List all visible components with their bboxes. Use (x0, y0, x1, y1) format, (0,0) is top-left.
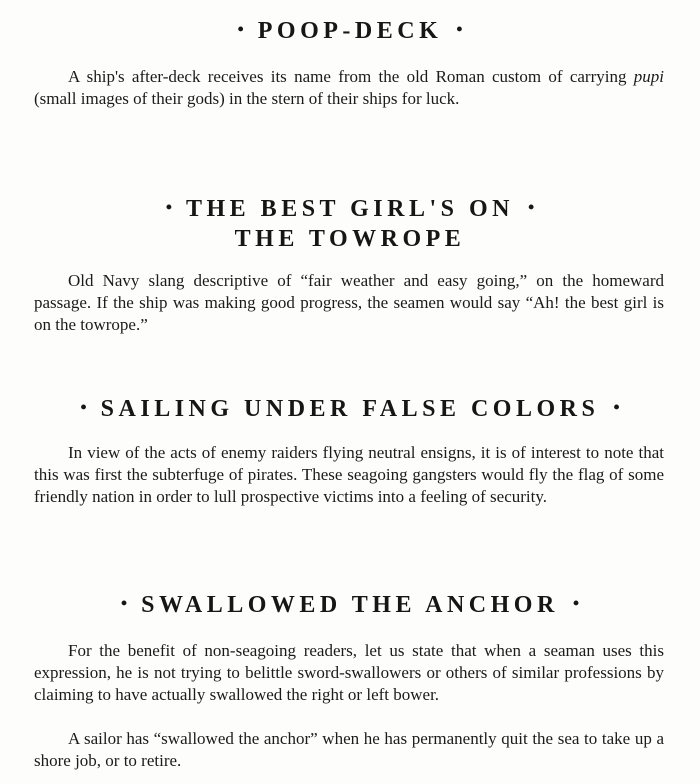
heading-text: THE TOWROPE (234, 226, 466, 252)
heading-text: SAILING UNDER FALSE COLORS (100, 396, 600, 422)
emphasis-word: pupi (633, 67, 664, 86)
heading-false-colors (0, 392, 700, 424)
bullet-icon: • (572, 593, 580, 613)
paragraph-swallowed-anchor-1: For the benefit of non-seagoing readers, let us state that when a seaman uses this expression, he is not trying to belittle sword-swallowers or others of similar professions by claiming to have actually swallowed the right or left bower. (34, 641, 664, 704)
heading-line (0, 224, 700, 254)
bullet-icon: • (527, 197, 535, 217)
heading-swallowed-anchor (0, 588, 700, 620)
bullet-icon: • (120, 593, 128, 613)
heading-line (0, 192, 700, 224)
heading-line (0, 392, 700, 424)
bullet-icon: • (456, 19, 463, 39)
heading-best-girl (0, 192, 700, 254)
heading-text: POOP-DECK (257, 18, 443, 44)
heading-text: SWALLOWED THE ANCHOR (141, 592, 559, 618)
paragraph-text: A ship's after-deck receives its name from the old Roman custom of carrying (68, 67, 634, 86)
paragraph-swallowed-anchor-2: A sailor has “swallowed the anchor” when he has permanently quit the sea to take up a shore job, or to retire. (34, 729, 664, 770)
heading-line (0, 588, 700, 620)
bullet-icon: • (237, 19, 244, 39)
heading-text: THE BEST GIRL'S ON (186, 196, 514, 222)
paragraph-poop-deck (34, 66, 664, 110)
paragraph-best-girl: Old Navy slang descriptive of “fair weather and easy going,” on the homeward passage. If the ship was making good progress, the seamen would say “Ah! the best girl is on the towrope.” (34, 271, 664, 334)
bullet-icon: • (165, 197, 172, 217)
paragraph-text: (small images of their gods) in the stern of their ships for luck. (34, 89, 460, 108)
paragraph-false-colors: In view of the acts of enemy raiders flying neutral ensigns, it is of interest to note that this was first the subterfuge of pirates. These seagoing gangsters would fly the flag of some friendly nation in order to lull prospective victims into a feeling of security. (34, 443, 664, 506)
bullet-icon: • (80, 397, 87, 417)
heading-line (0, 14, 700, 46)
bullet-icon: • (613, 397, 620, 417)
heading-poop-deck (0, 14, 700, 46)
